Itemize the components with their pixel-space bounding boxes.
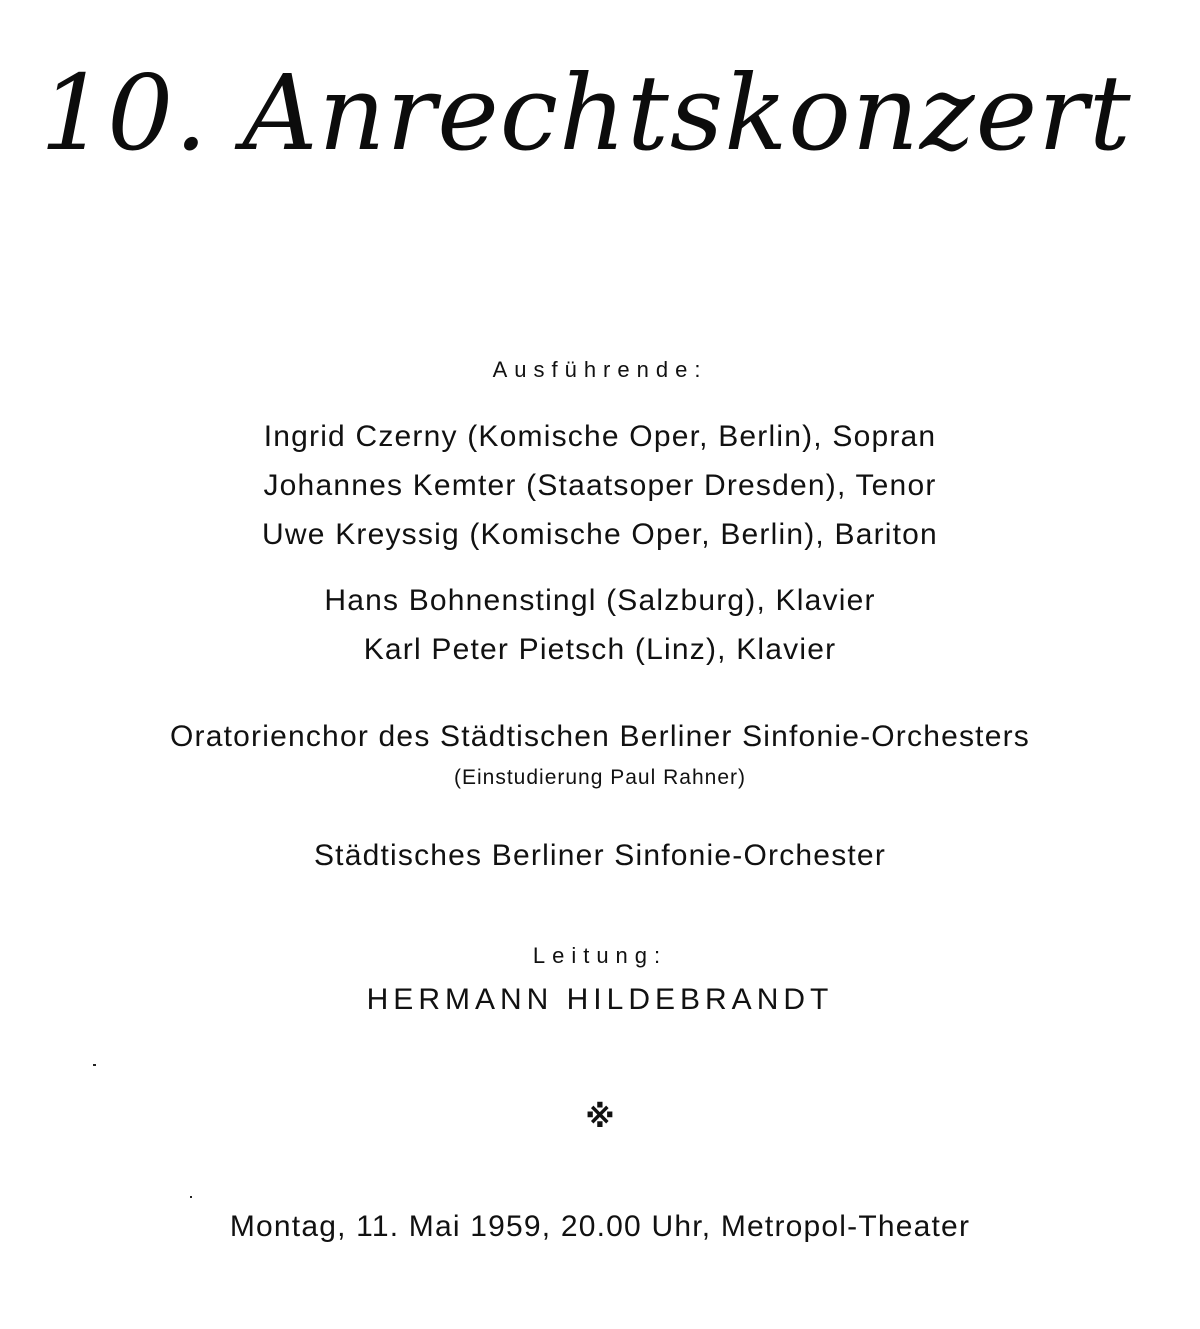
ornament-icon: ※ bbox=[585, 1100, 615, 1135]
performers-heading: Ausführende: bbox=[492, 357, 708, 382]
soloist-baritone: Uwe Kreyssig (Komische Oper, Berlin), Bariton bbox=[262, 518, 938, 551]
choir-rehearsal: (Einstudierung Paul Rahner) bbox=[454, 766, 746, 789]
conductor-name: HERMANN HILDEBRANDT bbox=[366, 983, 834, 1016]
concert-title: 10. Anrechtskonzert bbox=[40, 52, 1132, 174]
speck-mark bbox=[93, 1064, 96, 1066]
pianist-1: Hans Bohnenstingl (Salzburg), Klavier bbox=[324, 584, 876, 617]
soloist-soprano: Ingrid Czerny (Komische Oper, Berlin), Sopran bbox=[263, 420, 937, 453]
event-info: Montag, 11. Mai 1959, 20.00 Uhr, Metropol-Theater bbox=[229, 1210, 971, 1243]
soloist-tenor: Johannes Kemter (Staatsoper Dresden), Tenor bbox=[263, 469, 937, 502]
pianist-2: Karl Peter Pietsch (Linz), Klavier bbox=[363, 633, 837, 666]
speck-mark bbox=[190, 1196, 192, 1198]
orchestra-name: Städtisches Berliner Sinfonie-Orchester bbox=[313, 839, 887, 872]
choir-name: Oratorienchor des Städtischen Berliner Sinfonie-Orchesters bbox=[170, 720, 1030, 753]
conductor-heading: Leitung: bbox=[532, 943, 668, 968]
